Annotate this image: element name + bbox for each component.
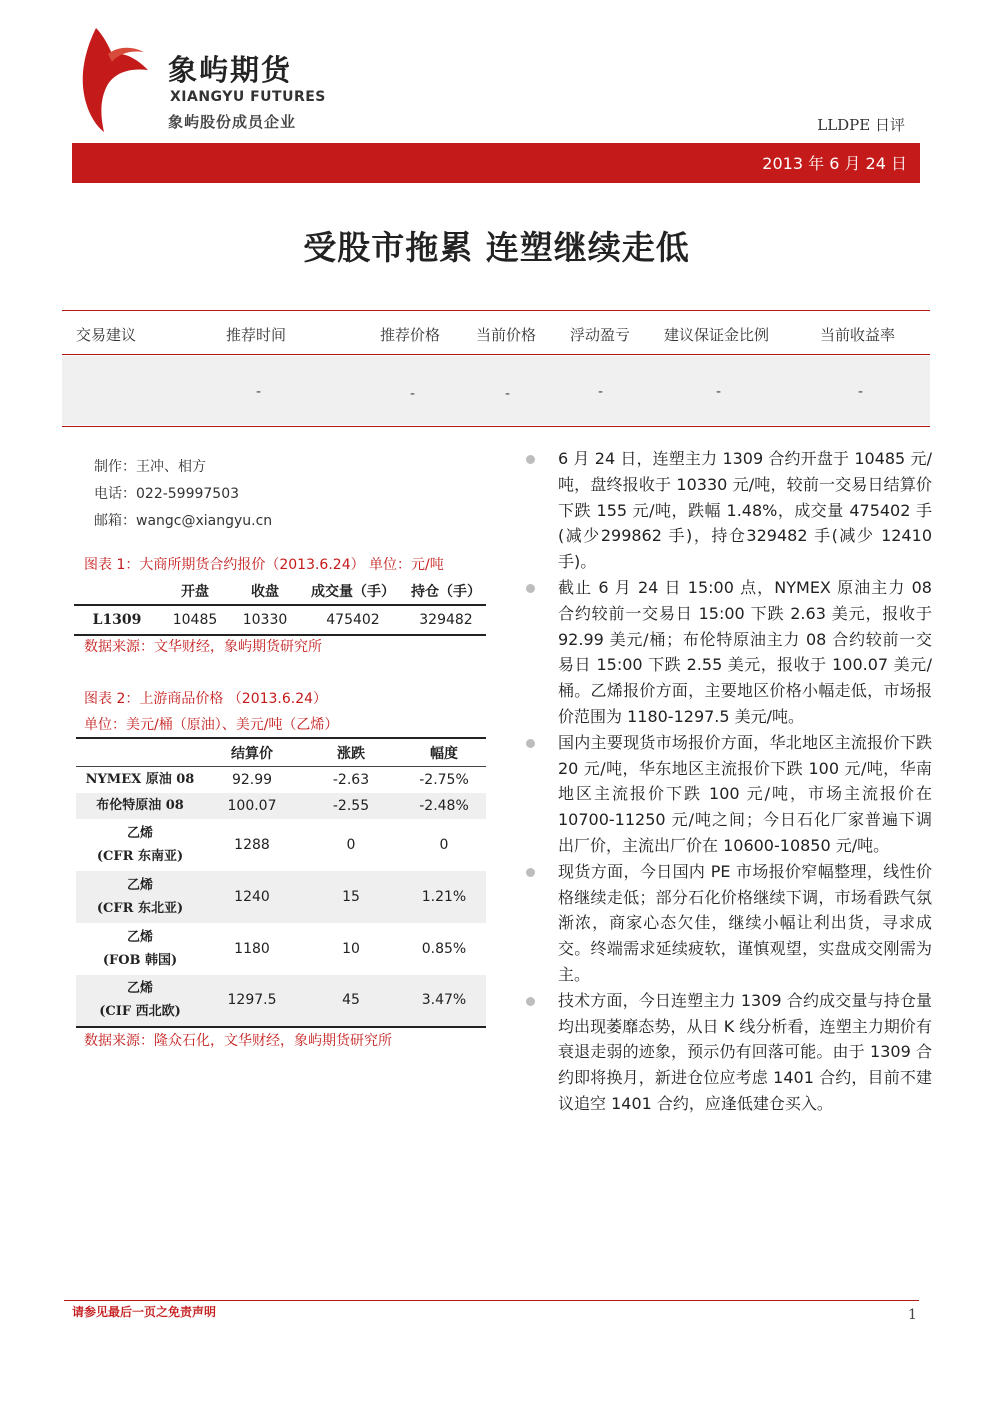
rec-value-price: -: [410, 386, 416, 402]
figure1-title: 图表 1：大商所期货合约报价（2013.6.24） 单位：元/吨: [84, 557, 444, 573]
table-cell: 3.47%: [402, 975, 486, 1027]
figure2-title: 图表 2：上游商品价格 （2013.6.24）: [84, 691, 328, 707]
figure2-source: 数据来源：隆众石化，文华财经，象屿期货研究所: [84, 1033, 392, 1049]
author: 制作：王冲、相方: [94, 459, 206, 475]
page-number: 1: [908, 1307, 917, 1323]
list-item: [520, 575, 932, 730]
rec-table-body: [62, 356, 930, 425]
rec-header-time: 推荐时间: [226, 326, 287, 344]
table-row: [76, 871, 486, 923]
company-logo-icon: [78, 28, 148, 132]
list-item-text: 现货方面，今日国内 PE 市场报价窄幅整理，线性价格继续走低；部分石化价格继续下调，市场看跌气氛渐浓，商家心态欠佳，继续小幅让利出货，寻求成交。终端需求延续疲软，谨慎观望，实盘成交刚需为主。: [558, 861, 932, 984]
rec-table-top-rule: [62, 310, 930, 311]
figure2-table: [76, 737, 486, 1028]
product-region: (CFR 东北亚): [96, 900, 184, 916]
rec-header-current-return: 当前收益率: [820, 326, 896, 344]
table-header-cell: [74, 578, 160, 605]
table-cell: 45: [300, 975, 402, 1027]
table-header-cell: [76, 738, 204, 767]
figure2-unit: 单位：美元/桶（原油）、美元/吨（乙烯）: [84, 717, 339, 733]
table-cell: 10485: [160, 605, 230, 635]
table-cell: 100.07: [204, 793, 300, 819]
rec-header-price: 推荐价格: [380, 326, 441, 344]
table-row: [76, 793, 486, 819]
table-cell: -2.48%: [402, 793, 486, 819]
table-cell: [76, 975, 204, 1027]
table-cell: 10: [342, 940, 360, 957]
table-cell: 329482: [406, 605, 486, 635]
table-cell: 0.85%: [421, 940, 467, 957]
email-link[interactable]: 邮箱：wangc@xiangyu.cn: [94, 513, 273, 529]
rec-header-margin-ratio: 建议保证金比例: [664, 326, 770, 344]
product-name: 乙烯: [126, 825, 153, 841]
table-cell: [76, 871, 204, 923]
disclaimer-link[interactable]: 请参见最后一页之免责声明: [72, 1305, 217, 1319]
table-header-cell: 涨跌: [300, 738, 402, 767]
table-header-cell: 幅度: [402, 738, 486, 767]
table-cell: -2.75%: [419, 771, 469, 788]
product-name: 乙烯: [126, 877, 153, 893]
figure1-table: [74, 578, 486, 636]
rec-header-trade-advice: 交易建议: [76, 326, 137, 344]
table-cell: NYMEX 原油 08: [85, 772, 195, 788]
table-cell: 1180: [234, 940, 270, 957]
rec-header-floating-pl: 浮动盈亏: [570, 326, 631, 344]
table-cell: -2.55: [300, 793, 402, 819]
table-cell: 1240: [204, 871, 300, 923]
rec-table-bottom-rule: [62, 426, 930, 427]
report-date: 2013 年 6 月 24 日: [762, 154, 907, 173]
list-item: [520, 730, 932, 859]
bullet-dot-icon: [526, 455, 535, 464]
table-header-cell: 结算价: [204, 738, 300, 767]
list-item: [520, 446, 932, 575]
product-region: (CIF 西北欧): [99, 1004, 181, 1019]
table-header-cell: 持仓（手）: [406, 578, 486, 605]
product-region: (FOB 韩国): [102, 952, 178, 968]
list-item-text: 技术方面，今日连塑主力 1309 合约成交量与持仓量均出现萎靡态势，从日 K 线分析看，连塑主力期价有衰退走弱的迹象，预示仍有回落可能。由于 1309 合约即将换月，新进仓位应考虑 1401 合约，目前不建议追空 1401 合约，应逢低建仓买入。: [558, 990, 932, 1113]
table-cell: 10330: [230, 605, 300, 635]
table-header-row: [74, 578, 486, 605]
bullet-dot-icon: [526, 584, 535, 593]
list-item: [520, 988, 932, 1117]
table-row: [74, 605, 486, 635]
bullet-dot-icon: [526, 997, 535, 1006]
table-row: [76, 975, 486, 1027]
logo-subtitle: 象屿股份成员企业: [168, 113, 297, 131]
footer-rule: [64, 1300, 919, 1301]
list-item: [520, 859, 932, 988]
table-header-cell: 成交量（手）: [300, 578, 406, 605]
rec-value-current-price: -: [505, 386, 511, 402]
table-row: [76, 767, 486, 793]
rec-header-current-price: 当前价格: [476, 326, 537, 344]
table-cell: 1.21%: [402, 871, 486, 923]
product-name: 乙烯: [126, 981, 153, 996]
list-item-text: 截止 6 月 24 日 15:00 点，NYMEX 原油主力 08 合约较前一交易日 15:00 下跌 2.63 美元，报收于 92.99 美元/桶；布伦特原油主力 08 合约较前一交易日 15:00 下跌 2.55 美元，报收于 100.07 美元/桶。乙烯报价方面，主要地区价格小幅走低，市场报价范围为 1180-1297.5 美元/吨。: [558, 577, 932, 726]
list-item-text: 6 月 24 日，连塑主力 1309 合约开盘于 10485 元/吨，盘终报收于 10330 元/吨，较前一交易日结算价下跌 155 元/吨，跌幅 1.48%，成交量 475402 手(减少299862 手)，持仓329482 手(减少 12410 手)。: [558, 449, 932, 572]
report-title: 受股市拖累 连塑继续走低: [303, 228, 690, 267]
rec-value-current-return: -: [858, 384, 864, 400]
table-row: [76, 923, 486, 975]
table-cell: 475402: [300, 605, 406, 635]
product-name: 乙烯: [126, 929, 153, 945]
table-cell: -2.63: [332, 771, 370, 788]
report-type: LLDPE 日评: [817, 116, 905, 134]
logo-english-name: XIANGYU FUTURES: [170, 89, 326, 105]
table-cell: [76, 923, 204, 975]
list-item-text: 国内主要现货市场报价方面，华北地区主流报价下跌 20 元/吨，华东地区主流报价下跌 100 元/吨，华南地区主流报价下跌 100 元/吨，市场主流报价在 10700-11250 元/吨之间；今日石化厂家普遍下调出厂价，主流出厂价在 10600-10850 元/吨。: [558, 732, 932, 855]
logo-chinese-name: 象屿期货: [168, 53, 293, 87]
table-cell: 1297.5: [204, 975, 300, 1027]
table-cell: 0: [346, 836, 356, 853]
table-cell: 92.99: [231, 771, 273, 788]
rec-table-header-rule: [62, 354, 930, 355]
market-commentary-list: [520, 446, 932, 1117]
bullet-dot-icon: [526, 868, 535, 877]
rec-value-floating-pl: -: [598, 384, 604, 400]
figure1-source: 数据来源：文华财经，象屿期货研究所: [84, 639, 322, 655]
table-header-cell: 收盘: [230, 578, 300, 605]
table-cell: 0: [439, 836, 449, 853]
table-cell: L1309: [74, 605, 160, 635]
rec-value-margin-ratio: -: [716, 384, 722, 400]
table-cell: 1288: [234, 836, 270, 853]
table-header-cell: 开盘: [160, 578, 230, 605]
bullet-dot-icon: [526, 739, 535, 748]
table-cell: 布伦特原油 08: [76, 793, 204, 819]
product-region: (CFR 东南亚): [96, 848, 184, 864]
table-header-row: [76, 738, 486, 767]
table-row: [76, 819, 486, 871]
table-cell: [76, 819, 204, 871]
phone: 电话：022-59997503: [94, 486, 240, 502]
rec-value-time: -: [256, 384, 262, 400]
table-cell: 15: [300, 871, 402, 923]
